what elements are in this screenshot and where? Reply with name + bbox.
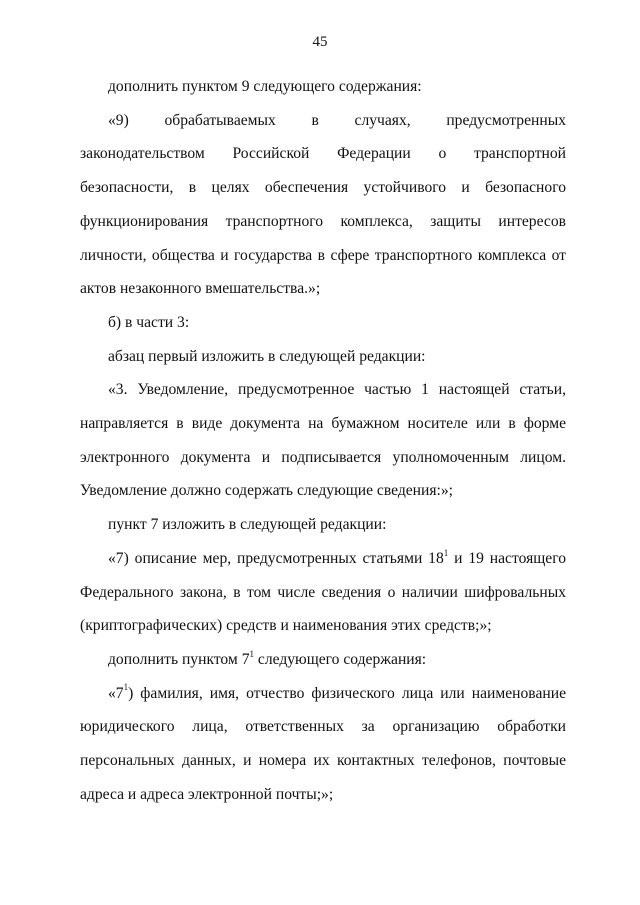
paragraph-item-7-1-text [80,677,566,812]
superscript: 1 [443,547,449,558]
superscript: 1 [249,648,254,659]
paragraph-part-3: б) в части 3: [108,313,190,331]
text-fragment: и 19 настоящего Федерального закона, в том числе сведения о наличии шифровальных (криптографических) средств и наименования этих средств;»; [80,549,566,635]
document-body [80,70,566,811]
text-fragment: «7) описание мер, предусмотренных статьями 18 [108,549,444,567]
paragraph-item-7-edit: пункт 7 изложить в следующей редакции: [108,516,387,534]
paragraph-item-3-text: «3. Уведомление, предусмотренное частью 1 настоящей статьи, направляется в виде документа на бумажном носителе или в форме электронного документа и подписывается уполномоченным лицом. Уведомление должно содержать следующие сведения:»; [80,381,566,500]
text-fragment: следующего содержания: [254,650,427,668]
paragraph-add-item-7-1 [80,643,566,677]
superscript: 1 [123,682,129,693]
text-fragment: ) фамилия, имя, отчество физического лица или наименование юридического лица, ответственных за организацию обработки персональных данных, и номера их контактных телефонов, почтовые адреса и адреса электронной почты;»; [80,684,566,803]
paragraph-item-7-text [80,542,566,643]
page-number: 45 [312,34,328,50]
text-fragment: «7 [108,684,124,702]
paragraph-first-abzac: абзац первый изложить в следующей редакции: [108,347,426,365]
paragraph-add-item-9: дополнить пунктом 9 следующего содержания: [108,78,422,95]
paragraph-item-9-text: «9) обрабатываемых в случаях, предусмотренных законодательством Российской Федерации о транспортной безопасности, в целях обеспечения устойчивого и безопасного функционирования транспортного комплекса, защиты интересов личности, общества и государства в сфере транспортного комплекса от актов незаконного вмешательства.»; [80,111,566,298]
text-fragment: дополнить пунктом 7 [108,650,250,668]
